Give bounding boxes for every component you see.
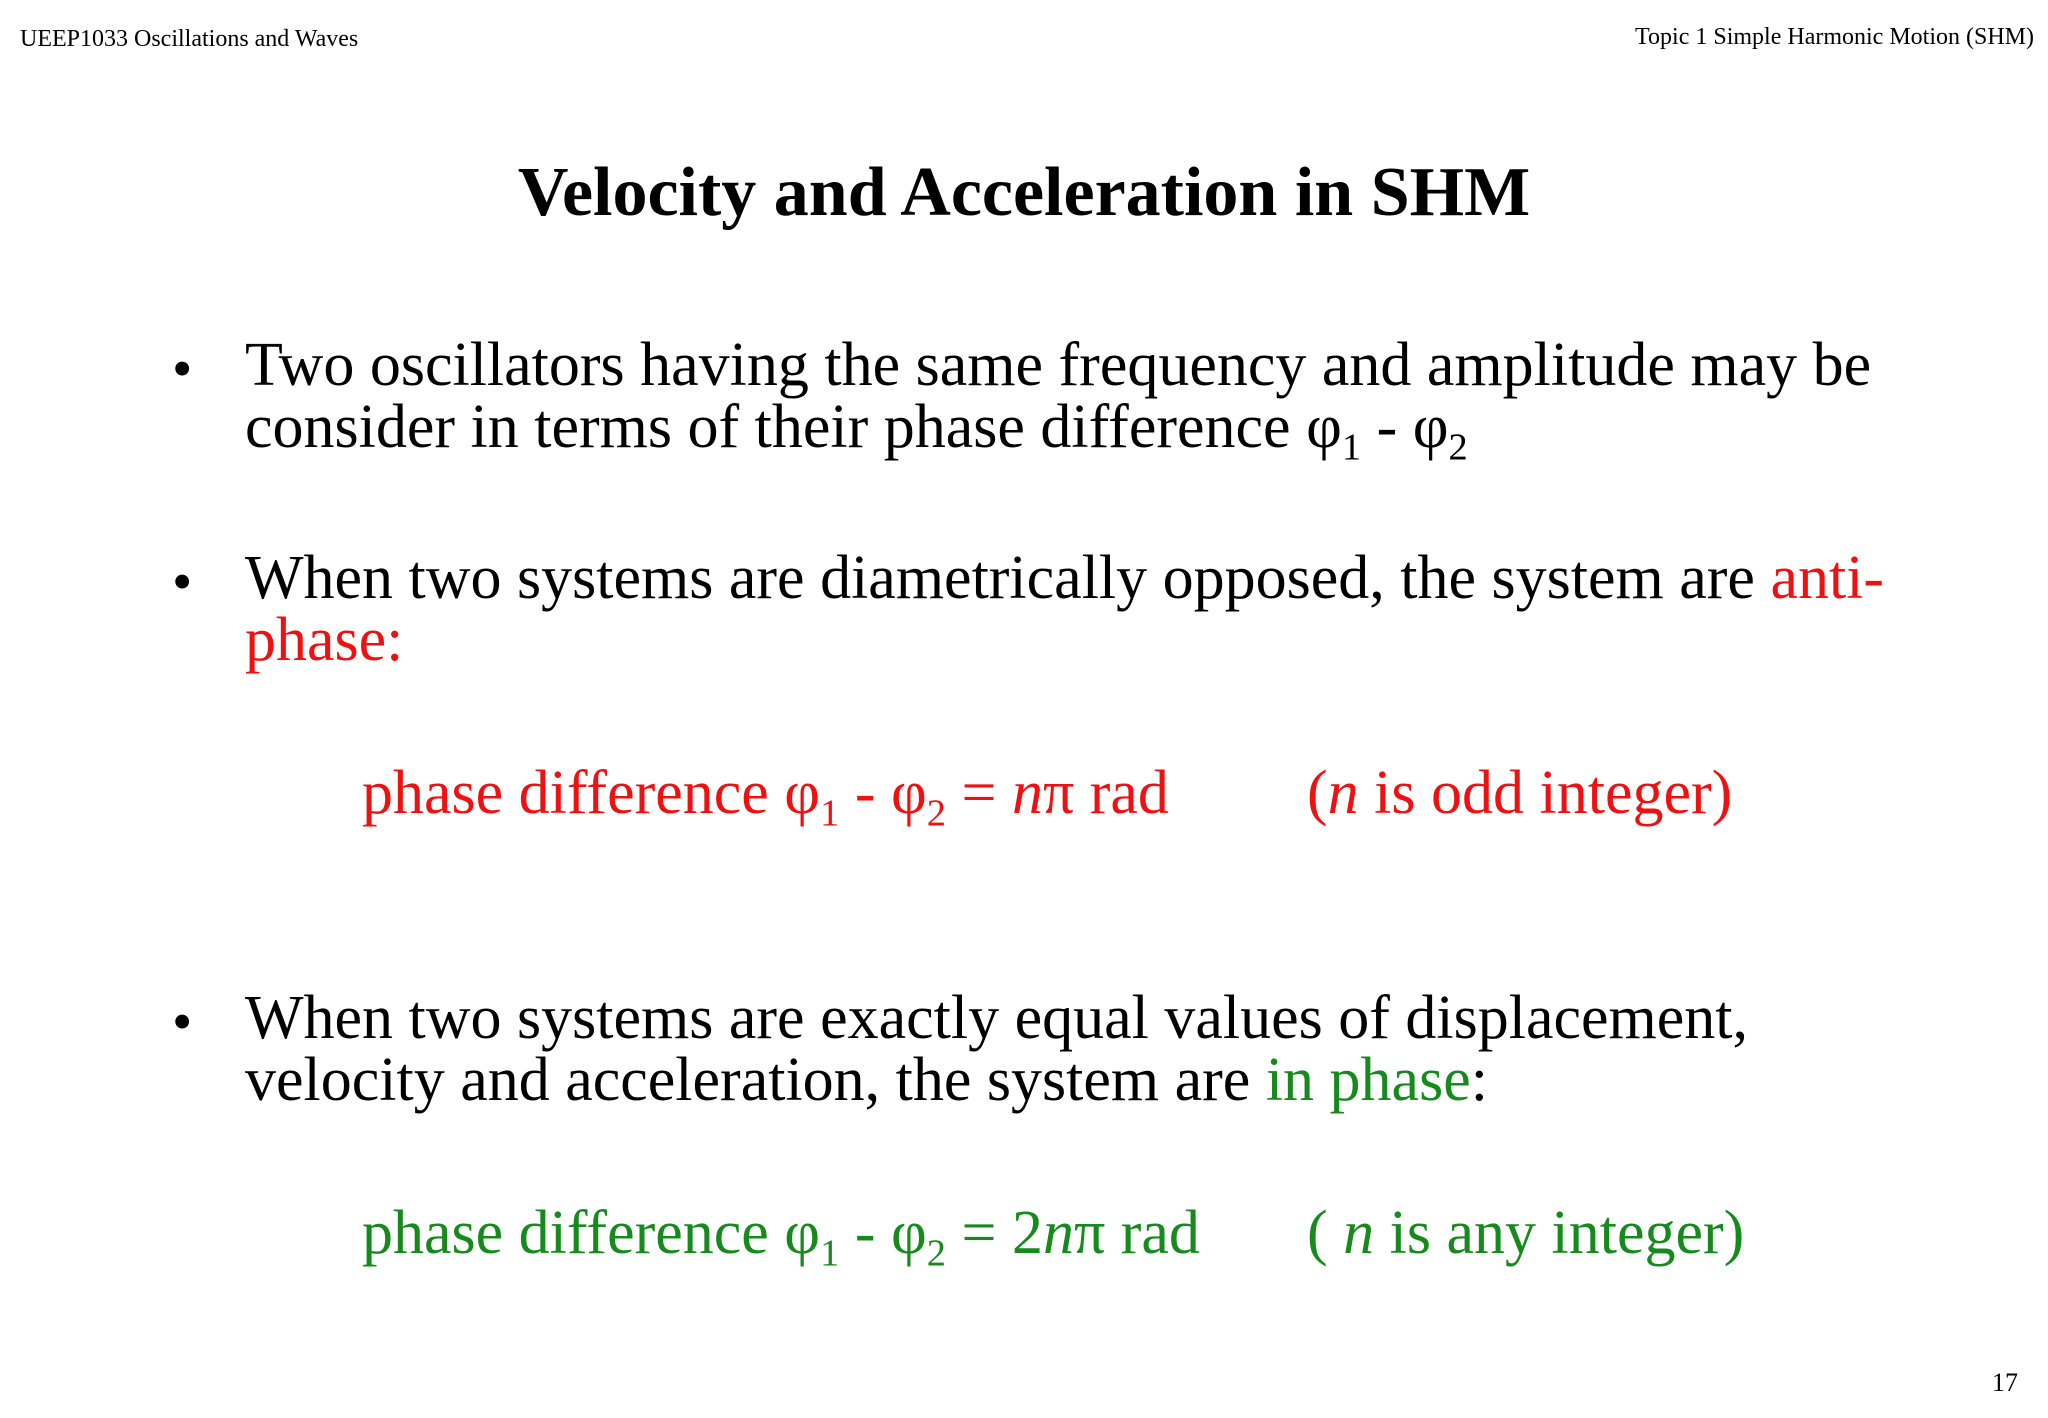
note-paren: ( xyxy=(1307,759,1328,827)
variable-n: n xyxy=(1011,759,1043,827)
anti-phase-highlight: anti- xyxy=(1770,544,1885,612)
bullet-line: Two oscillators having the same frequency and amplitude may be xyxy=(245,331,1872,399)
phi-symbol: φ xyxy=(1412,393,1449,461)
subscript: 2 xyxy=(926,1232,946,1275)
topic-header: Topic 1 Simple Harmonic Motion (SHM) xyxy=(1635,24,2034,50)
equals-sign: = xyxy=(945,1199,1012,1267)
anti-phase-highlight: phase: xyxy=(245,606,404,674)
minus-sign: - xyxy=(839,759,891,827)
subscript: 2 xyxy=(926,792,946,835)
bullet-marker: • xyxy=(172,336,193,401)
in-phase-highlight: in phase xyxy=(1265,1046,1471,1114)
bullet-marker: • xyxy=(172,989,193,1054)
bullet-line: When two systems are exactly equal values of displacement, xyxy=(245,984,1748,1052)
bullet-in-phase xyxy=(245,984,1985,1114)
slide-title: Velocity and Acceleration in SHM xyxy=(517,154,1531,231)
bullet-phase-difference xyxy=(245,331,1985,469)
course-header: UEEP1033 Oscillations and Waves xyxy=(20,26,359,52)
bullet-text-segment: : xyxy=(1470,1046,1488,1114)
bullet-text-segment: consider in terms of their phase difference xyxy=(245,393,1307,461)
pi-rad: π rad xyxy=(1042,759,1169,827)
note-text: is any integer) xyxy=(1374,1199,1745,1267)
phi-symbol: φ xyxy=(890,1199,927,1267)
variable-n: n xyxy=(1042,1199,1074,1267)
variable-n: n xyxy=(1343,1199,1375,1267)
subscript: 1 xyxy=(1341,426,1362,469)
formula-note xyxy=(1307,759,1733,827)
phi-symbol: φ xyxy=(784,1199,821,1267)
phi-symbol: φ xyxy=(1306,393,1342,461)
variable-n: n xyxy=(1327,759,1359,827)
note-paren: ( xyxy=(1307,1199,1344,1267)
formula-note xyxy=(1307,1199,1745,1267)
minus-sign: - xyxy=(839,1199,891,1267)
bullet-marker: • xyxy=(172,549,193,614)
minus-sign: - xyxy=(1361,393,1413,461)
phi-symbol: φ xyxy=(784,759,821,827)
bullet-line xyxy=(245,1046,1985,1114)
bullet-text-segment: When two systems are diametrically opposed, the system are xyxy=(245,544,1771,612)
subscript: 1 xyxy=(820,1232,840,1275)
formula-prefix: phase difference xyxy=(362,1199,785,1267)
bullet-text-segment: velocity and acceleration, the system are xyxy=(245,1046,1266,1114)
bullet-line xyxy=(245,544,1985,612)
pi-rad: π rad xyxy=(1073,1199,1200,1267)
subscript: 1 xyxy=(820,792,840,835)
page-number: 17 xyxy=(1992,1368,2018,1397)
phi-symbol: φ xyxy=(890,759,927,827)
equals-sign: = xyxy=(945,759,1012,827)
coefficient: 2 xyxy=(1011,1199,1043,1267)
formula-anti-phase xyxy=(362,759,1733,835)
bullet-line xyxy=(245,393,1985,469)
formula-in-phase xyxy=(362,1199,1745,1275)
bullet-anti-phase xyxy=(245,544,1985,674)
formula-prefix: phase difference xyxy=(362,759,785,827)
subscript: 2 xyxy=(1448,426,1468,469)
note-text: is odd integer) xyxy=(1358,759,1733,827)
